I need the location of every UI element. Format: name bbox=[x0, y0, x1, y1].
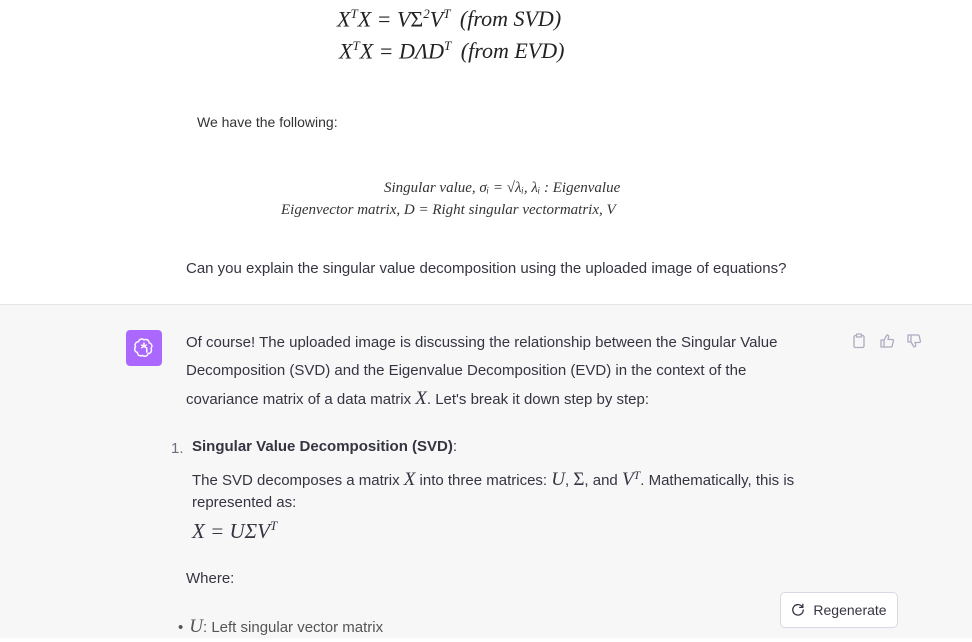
math-var: U bbox=[189, 616, 203, 637]
bullet-dot: • bbox=[178, 619, 184, 636]
text-span: covariance matrix of a data matrix bbox=[186, 391, 416, 408]
text-span: . Mathematically, this is bbox=[640, 472, 795, 489]
text-span: : bbox=[452, 438, 458, 455]
eq-sup: 2 bbox=[423, 6, 430, 21]
equation-svd bbox=[337, 6, 561, 32]
math-sup: T bbox=[633, 468, 641, 482]
math-var: V bbox=[621, 469, 634, 490]
eq-sigma: Σ bbox=[410, 6, 424, 32]
text-span: , bbox=[565, 472, 574, 489]
openai-logo-icon bbox=[133, 337, 155, 359]
eq-sup: T bbox=[443, 6, 451, 21]
where-label: Where: bbox=[186, 570, 235, 587]
assistant-intro-line-2: Decomposition (SVD) and the Eigenvalue Decomposition (EVD) in the context of the bbox=[186, 362, 747, 379]
regenerate-button[interactable] bbox=[780, 592, 898, 628]
svd-description-line-2: represented as: bbox=[192, 494, 297, 511]
equation-evd bbox=[339, 38, 564, 64]
eq-term: V bbox=[429, 6, 444, 32]
text-span: , and bbox=[584, 472, 622, 489]
math-var: X bbox=[403, 469, 416, 490]
refresh-icon bbox=[791, 603, 805, 617]
eq-sup: T bbox=[350, 6, 358, 21]
thumbs-down-icon[interactable] bbox=[906, 333, 922, 349]
bullet-item bbox=[178, 613, 383, 642]
eq-note: (from EVD) bbox=[460, 38, 565, 64]
math-sup: T bbox=[269, 518, 278, 533]
eq-note: (from SVD) bbox=[459, 6, 562, 32]
eq-term: X = V bbox=[357, 6, 411, 32]
text-span: into three matrices: bbox=[415, 472, 552, 489]
eigenvector-line: Eigenvector matrix, D = Right singular vectormatrix, V bbox=[281, 202, 616, 218]
assistant-avatar bbox=[126, 330, 162, 366]
math-var: U bbox=[551, 469, 565, 490]
image-intro-text: We have the following: bbox=[197, 114, 338, 130]
section-title-text: Singular Value Decomposition (SVD) bbox=[192, 438, 453, 455]
text-span: . Let's break it down step by step: bbox=[426, 391, 650, 408]
eq-term: X = DΛD bbox=[359, 38, 445, 64]
regenerate-label: Regenerate bbox=[813, 602, 887, 618]
math-var: X bbox=[415, 388, 427, 409]
thumbs-up-icon[interactable] bbox=[879, 333, 895, 349]
eq-sup: T bbox=[444, 38, 452, 53]
assistant-intro-line-1: Of course! The uploaded image is discussing the relationship between the Singular Value bbox=[186, 334, 778, 351]
eq-term: X bbox=[339, 38, 353, 64]
math-formula: X = UΣV bbox=[192, 519, 270, 543]
text-span: : Left singular vector matrix bbox=[203, 619, 384, 636]
math-var: Σ bbox=[573, 469, 585, 490]
user-message: Can you explain the singular value decomposition using the uploaded image of equations? bbox=[186, 260, 787, 277]
svd-formula bbox=[192, 518, 277, 544]
eq-term: X bbox=[337, 6, 351, 32]
clipboard-icon[interactable] bbox=[851, 333, 867, 349]
text-span: The SVD decomposes a matrix bbox=[192, 472, 404, 489]
eq-sup: T bbox=[352, 38, 360, 53]
singular-value-line: Singular value, σᵢ = √λᵢ, λᵢ : Eigenvalue bbox=[384, 180, 621, 196]
assistant-intro-line-3 bbox=[186, 385, 649, 414]
list-number: 1. bbox=[171, 440, 184, 457]
section-title bbox=[192, 433, 457, 461]
